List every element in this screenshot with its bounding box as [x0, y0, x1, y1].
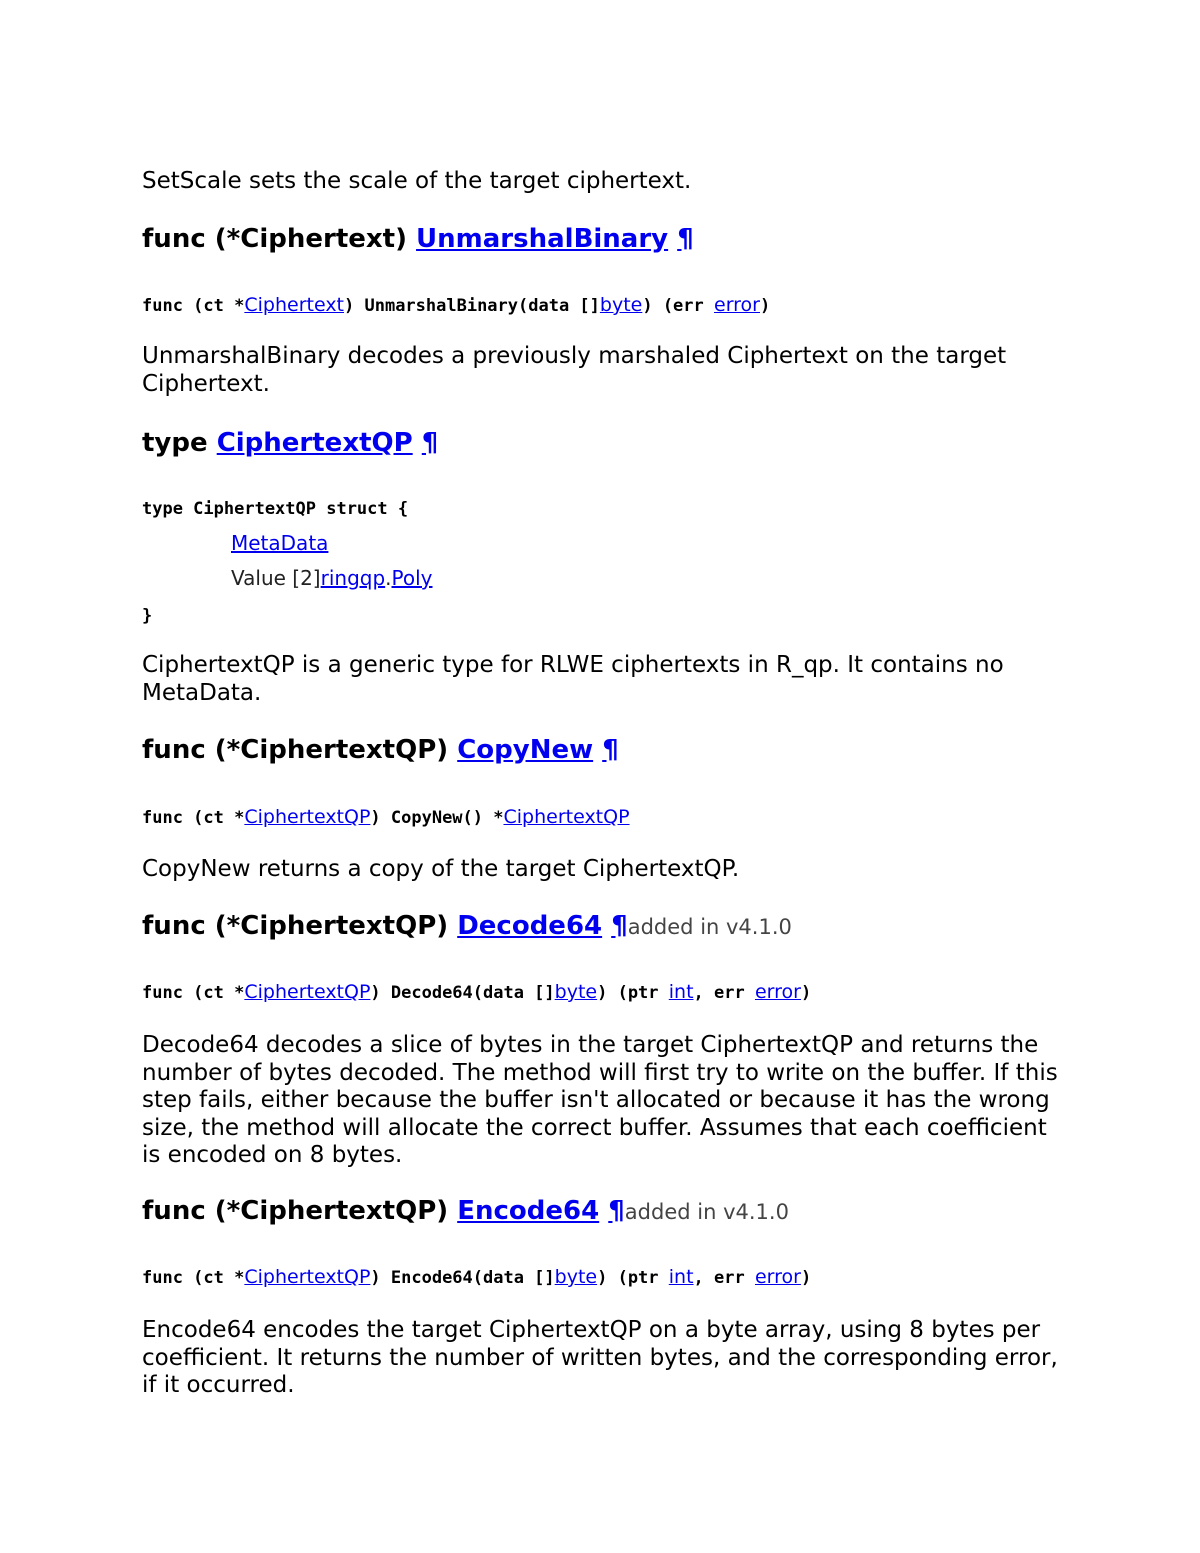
encode64-link[interactable]: Encode64 — [457, 1196, 600, 1226]
pilcrow-link[interactable]: ¶ — [421, 428, 439, 458]
heading-copynew — [142, 734, 619, 766]
heading-prefix: func (*CiphertextQP) — [142, 911, 458, 941]
sig-text: func (ct * — [142, 296, 245, 316]
int-type-link[interactable]: int — [668, 1266, 694, 1288]
sig-text: ) CopyNew() * — [370, 808, 504, 828]
added-in-version: added in v4.1.0 — [624, 1200, 789, 1224]
struct-close: } — [142, 606, 153, 626]
heading-prefix: type — [142, 428, 217, 458]
pilcrow-link[interactable]: ¶ — [608, 1196, 625, 1226]
struct-open: type CiphertextQP struct { — [142, 499, 409, 519]
sig-text: ) Encode64(data [] — [370, 1268, 555, 1288]
setscale-description: SetScale sets the scale of the target ciphertext. — [142, 168, 692, 194]
encode64-description: Encode64 encodes the target CiphertextQP on a byte array, using 8 bytes per coefficient. It returns the number of written bytes, and the corresponding error, if it occurred. — [142, 1317, 1058, 1398]
decode64-link[interactable]: Decode64 — [457, 911, 603, 941]
pilcrow-link[interactable]: ¶ — [677, 224, 694, 254]
added-in-version: added in v4.1.0 — [627, 915, 792, 939]
pilcrow-link[interactable]: ¶ — [602, 735, 619, 765]
byte-type-link[interactable]: byte — [599, 294, 643, 316]
int-type-link[interactable]: int — [668, 981, 694, 1003]
sig-text: ) — [760, 296, 771, 316]
ciphertextqp-type-link[interactable]: CiphertextQP — [244, 1266, 371, 1288]
heading-decode64 — [142, 910, 792, 943]
struct-field-metadata — [231, 531, 328, 555]
heading-type-ciphertextqp — [142, 427, 438, 459]
unmarshalbinary-description: UnmarshalBinary decodes a previously marshaled Ciphertext on the target Ciphertext. — [142, 343, 1007, 397]
sig-text: , err — [693, 983, 755, 1003]
ringqp-package-link[interactable]: ringqp — [320, 566, 386, 590]
struct-field-value — [231, 566, 433, 590]
signature-encode64 — [142, 1266, 811, 1289]
ciphertextqp-type-link[interactable]: CiphertextQP — [244, 981, 371, 1003]
sig-text: func (ct * — [142, 1268, 245, 1288]
sig-text: ) (ptr — [597, 1268, 669, 1288]
metadata-link[interactable]: MetaData — [231, 531, 329, 555]
error-type-link[interactable]: error — [754, 1266, 801, 1288]
ciphertextqp-link[interactable]: CiphertextQP — [216, 428, 413, 458]
heading-unmarshalbinary — [142, 223, 694, 255]
signature-copynew — [142, 806, 630, 829]
sig-text: ) UnmarshalBinary(data [] — [344, 296, 600, 316]
field-text: Value [2] — [231, 566, 321, 590]
sig-text: ) (ptr — [597, 983, 669, 1003]
sig-text: , err — [693, 1268, 755, 1288]
sig-text: func (ct * — [142, 808, 245, 828]
heading-prefix: func (*CiphertextQP) — [142, 1196, 458, 1226]
heading-encode64 — [142, 1195, 789, 1228]
copynew-description: CopyNew returns a copy of the target CiphertextQP. — [142, 856, 740, 882]
ciphertextqp-type-link[interactable]: CiphertextQP — [244, 806, 371, 828]
byte-type-link[interactable]: byte — [554, 981, 598, 1003]
sig-text: ) Decode64(data [] — [370, 983, 555, 1003]
field-text: . — [385, 566, 392, 590]
sig-text: ) (err — [642, 296, 714, 316]
ciphertextqp-return-link[interactable]: CiphertextQP — [503, 806, 630, 828]
heading-prefix: func (*Ciphertext) — [142, 224, 417, 254]
error-type-link[interactable]: error — [754, 981, 801, 1003]
sig-text: func (ct * — [142, 983, 245, 1003]
heading-prefix: func (*CiphertextQP) — [142, 735, 458, 765]
poly-type-link[interactable]: Poly — [391, 566, 433, 590]
copynew-link[interactable]: CopyNew — [457, 735, 594, 765]
sig-text: ) — [800, 1268, 812, 1288]
ciphertext-type-link[interactable]: Ciphertext — [244, 294, 345, 316]
sig-text: ) — [800, 983, 812, 1003]
signature-unmarshalbinary — [142, 294, 770, 317]
unmarshalbinary-link[interactable]: UnmarshalBinary — [416, 224, 669, 254]
byte-type-link[interactable]: byte — [554, 1266, 598, 1288]
pilcrow-link[interactable]: ¶ — [611, 911, 628, 941]
decode64-description: Decode64 decodes a slice of bytes in the target CiphertextQP and returns the number of bytes decoded. The method will first try to write on the buffer. If this step fails, either because the buffer isn't allocated or because it has the wrong size, the method will allocate the correct buffer. Assumes that each coefficient is encoded on 8 bytes. — [142, 1032, 1058, 1168]
error-type-link[interactable]: error — [714, 294, 760, 316]
signature-decode64 — [142, 981, 811, 1004]
ciphertextqp-description: CiphertextQP is a generic type for RLWE ciphertexts in R_qp. It contains no MetaData. — [142, 652, 1004, 706]
